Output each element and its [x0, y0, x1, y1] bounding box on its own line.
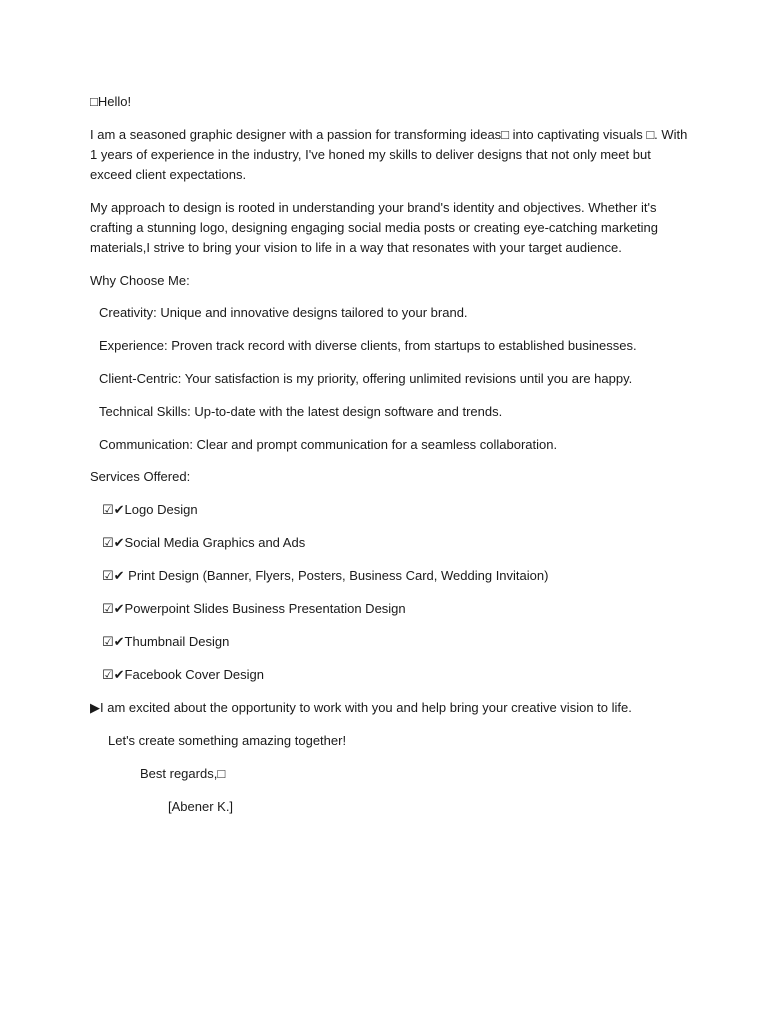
service-item: ☑✔ Print Design (Banner, Flyers, Posters, Business Card, Wedding Invitaion): [102, 568, 549, 583]
intro-paragraph: [90, 125, 688, 185]
why-item: Experience: Proven track record with diverse clients, from startups to established businesses.: [99, 338, 637, 353]
closing-excited: ▶I am excited about the opportunity to work with you and help bring your creative vision to life.: [90, 700, 632, 715]
greeting: □Hello!: [90, 94, 132, 109]
why-choose-heading: Why Choose Me:: [90, 273, 190, 288]
why-item: Technical Skills: Up-to-date with the latest design software and trends.: [99, 404, 503, 419]
service-item: ☑✔Facebook Cover Design: [102, 667, 265, 682]
why-item: Client-Centric: Your satisfaction is my priority, offering unlimited revisions until you are happy.: [99, 371, 633, 386]
closing-regards: Best regards,□: [140, 766, 226, 781]
service-item: ☑✔Thumbnail Design: [102, 634, 230, 649]
intro-line: exceed client expectations.: [90, 167, 247, 182]
approach-line: materials,I strive to bring your vision to life in a way that resonates with your target audience.: [90, 240, 622, 255]
intro-line: 1 years of experience in the industry, I've honed my skills to deliver designs that not only meet but: [90, 147, 651, 162]
closing-create: Let's create something amazing together!: [108, 733, 347, 748]
why-item: Creativity: Unique and innovative designs tailored to your brand.: [99, 305, 468, 320]
approach-line: crafting a stunning logo, designing engaging social media posts or creating eye-catching marketing: [90, 220, 659, 235]
signature: [Abener K.]: [168, 799, 234, 814]
approach-line: My approach to design is rooted in understanding your brand's identity and objectives. Whether it's: [90, 200, 657, 215]
service-item: ☑✔Logo Design: [102, 502, 198, 517]
intro-line: I am a seasoned graphic designer with a passion for transforming ideas□ into captivating visuals □. With: [90, 127, 688, 142]
services-heading: Services Offered:: [90, 469, 191, 484]
approach-paragraph: [90, 198, 680, 258]
why-item: Communication: Clear and prompt communication for a seamless collaboration.: [99, 437, 558, 452]
service-item: ☑✔Social Media Graphics and Ads: [102, 535, 306, 550]
service-item: ☑✔Powerpoint Slides Business Presentation Design: [102, 601, 406, 616]
